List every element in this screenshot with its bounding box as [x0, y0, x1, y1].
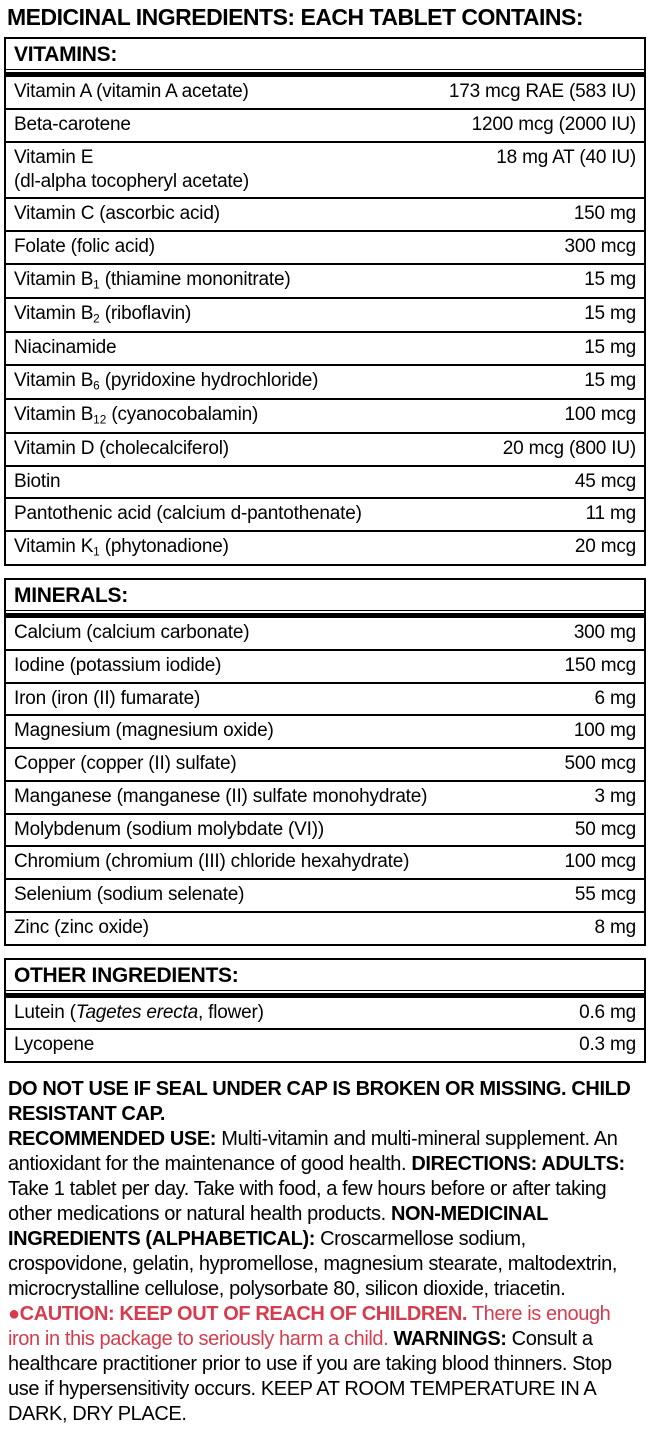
ingredient-value: 150 mg — [573, 203, 636, 225]
text-run: NON-MEDICINAL INGREDIENTS (ALPHABETICAL): — [8, 1203, 548, 1251]
ingredient-label — [14, 146, 249, 194]
ingredient-label — [14, 268, 290, 293]
ingredient-value: 1200 mcg (2000 IU) — [471, 114, 636, 136]
ingredient-label — [14, 1033, 94, 1057]
ingredient-label — [14, 916, 149, 940]
label-segment: (dl-alpha tocopheryl acetate) — [14, 170, 250, 192]
ingredient-row — [6, 813, 644, 846]
ingredient-label — [14, 883, 244, 907]
ingredient-value: 8 mg — [594, 916, 636, 938]
text-run: Multi-vitamin and multi-mineral supplement. An antioxidant for the maintenance of good health. — [8, 1128, 618, 1176]
text-run: WARNINGS: — [393, 1328, 507, 1351]
label-segment: Vitamin D (cholecalciferol) — [14, 437, 229, 459]
label-segment: (cyanocobalamin) — [106, 403, 259, 425]
ingredient-label — [14, 1001, 264, 1025]
ingredient-value: 11 mg — [585, 503, 636, 525]
ingredient-row — [6, 998, 644, 1029]
footer-paragraph — [8, 1077, 642, 1127]
label-segment: Lycopene — [14, 1034, 95, 1056]
ingredient-row — [6, 141, 644, 198]
label-segment: Vitamin K — [14, 536, 94, 557]
section-other-ingredients — [4, 958, 646, 1064]
page-title: MEDICINAL INGREDIENTS: EACH TABLET CONTAINS: — [7, 4, 583, 30]
label-segment: Molybdenum (sodium molybdate (VI)) — [14, 818, 324, 840]
label-segment: Vitamin B — [14, 403, 94, 425]
ingredient-row — [6, 911, 644, 944]
label-segment: Vitamin B — [14, 268, 94, 290]
label-segment: Tagetes erecta — [75, 1001, 198, 1023]
section-minerals — [4, 578, 646, 946]
text-run: Consult a healthcare practitioner prior to use if you are taking blood thinners. Stop use if hypersensitivity occurs. KEEP AT ROOM TEMPERATURE IN A DARK, DRY PLACE. — [8, 1328, 612, 1426]
ingredient-row — [6, 878, 644, 911]
ingredient-label — [14, 752, 237, 776]
label-segment: Biotin — [14, 470, 61, 492]
ingredient-value: 6 mg — [594, 687, 636, 709]
ingredient-value: 20 mcg — [574, 536, 636, 557]
ingredient-row — [6, 845, 644, 878]
label-segment: Manganese (manganese (II) sulfate monohydrate) — [14, 785, 428, 807]
ingredient-label — [14, 818, 324, 842]
ingredient-value: 100 mg — [573, 720, 636, 742]
label-segment: Iron (iron (II) fumarate) — [14, 687, 201, 709]
text-run: Take 1 tablet per day. Take with food, a few hours before or after taking other medications or natural health products. — [8, 1178, 607, 1226]
ingredient-row — [6, 108, 644, 141]
label-segment: Calcium (calcium carbonate) — [14, 622, 250, 644]
section-title-vitamins: VITAMINS: — [6, 39, 644, 70]
ingredient-label — [14, 235, 155, 259]
label-segment: (phytonadione) — [99, 536, 229, 557]
ingredient-tables — [3, 37, 647, 1063]
label-segment: 1 — [93, 278, 100, 292]
ingredient-row — [6, 331, 644, 364]
ingredient-row — [6, 230, 644, 263]
ingredient-label — [14, 336, 116, 360]
ingredient-row — [6, 77, 644, 108]
label-segment: Vitamin B — [14, 369, 94, 391]
ingredient-value: 0.3 mg — [579, 1034, 636, 1056]
ingredient-value: 18 mg AT (40 IU) — [496, 146, 636, 168]
label-segment: Vitamin B — [14, 302, 94, 324]
label-segment: Vitamin C (ascorbic acid) — [14, 203, 220, 225]
ingredient-label — [14, 403, 258, 428]
ingredient-row — [6, 465, 644, 498]
label-segment: Magnesium (magnesium oxide) — [14, 720, 274, 742]
ingredient-value: 300 mcg — [564, 236, 636, 258]
label-segment: Copper (copper (II) sulfate) — [14, 753, 237, 775]
label-segment: Vitamin E — [14, 146, 94, 168]
ingredient-label — [14, 202, 220, 226]
label-segment: Niacinamide — [14, 336, 117, 358]
ingredient-value: 500 mcg — [564, 753, 636, 775]
section-vitamins — [4, 37, 646, 566]
ingredient-value: 50 mcg — [574, 818, 636, 840]
section-title-minerals: MINERALS: — [6, 580, 644, 611]
ingredient-label — [14, 785, 427, 809]
text-run: RECOMMENDED USE: — [8, 1128, 217, 1151]
text-run: Croscarmellose sodium, crospovidone, gelatin, hypromellose, magnesium stearate, maltodextrin, microcrystalline cellulose, polysorbate 80, silicon dioxide, triacetin. — [8, 1228, 617, 1301]
ingredient-value: 100 mcg — [564, 403, 636, 425]
ingredient-row — [6, 263, 644, 297]
label-segment: Beta-carotene — [14, 114, 131, 136]
ingredient-label — [14, 470, 60, 494]
label-segment: Lutein ( — [14, 1001, 76, 1023]
footer-text — [3, 1075, 647, 1427]
ingredient-row — [6, 1028, 644, 1061]
ingredient-label — [14, 369, 318, 394]
ingredient-value: 15 mg — [584, 369, 636, 391]
label-segment: , flower) — [197, 1001, 264, 1023]
ingredient-label — [14, 535, 229, 560]
text-run: There is enough iron in this package to seriously harm a child. — [8, 1303, 611, 1351]
ingredient-label — [14, 621, 249, 645]
ingredient-row — [6, 364, 644, 398]
ingredient-label — [14, 687, 200, 711]
footer-paragraph — [8, 1127, 642, 1427]
label-segment: 6 — [93, 379, 100, 393]
ingredient-value: 20 mcg (800 IU) — [502, 437, 636, 459]
ingredient-row — [6, 197, 644, 230]
ingredient-label — [14, 302, 191, 327]
ingredient-row — [6, 747, 644, 780]
section-title-other-ingredients: OTHER INGREDIENTS: — [6, 960, 644, 991]
ingredient-value: 3 mg — [594, 785, 636, 807]
label-segment: Selenium (sodium selenate) — [14, 884, 245, 906]
label-segment: Iodine (potassium iodide) — [14, 654, 222, 676]
ingredient-value: 173 mcg RAE (583 IU) — [448, 81, 636, 103]
ingredient-value: 15 mg — [584, 336, 636, 358]
ingredient-label — [14, 113, 131, 137]
ingredient-row — [6, 780, 644, 813]
ingredient-label — [14, 502, 362, 526]
ingredient-row — [6, 297, 644, 331]
ingredient-value: 45 mcg — [574, 470, 636, 492]
ingredient-row — [6, 432, 644, 465]
ingredient-row — [6, 714, 644, 747]
ingredient-value: 55 mcg — [574, 884, 636, 906]
ingredient-row — [6, 530, 644, 564]
text-run: ●CAUTION: KEEP OUT OF REACH OF CHILDREN. — [8, 1303, 468, 1326]
ingredient-label — [14, 437, 229, 461]
ingredient-label — [14, 719, 274, 743]
label-segment: (pyridoxine hydrochloride) — [99, 369, 319, 391]
label-segment: Pantothenic acid (calcium d-pantothenate) — [14, 503, 362, 525]
label-segment: Vitamin A (vitamin A acetate) — [14, 81, 249, 103]
ingredient-value: 150 mcg — [564, 654, 636, 676]
text-run: DIRECTIONS: ADULTS: — [411, 1153, 625, 1176]
ingredient-value: 100 mcg — [564, 851, 636, 873]
text-run: DO NOT USE IF SEAL UNDER CAP IS BROKEN OR MISSING. CHILD RESISTANT CAP. — [8, 1078, 631, 1126]
label-segment: Chromium (chromium (III) chloride hexahydrate) — [14, 851, 410, 873]
ingredient-label — [14, 850, 409, 874]
label-segment: 2 — [93, 312, 100, 326]
label-segment: Folate (folic acid) — [14, 236, 155, 258]
ingredient-row — [6, 618, 644, 649]
ingredient-label — [14, 80, 249, 104]
ingredient-row — [6, 682, 644, 715]
ingredient-value: 15 mg — [584, 268, 636, 290]
label-segment: Zinc (zinc oxide) — [14, 916, 149, 938]
ingredient-row — [6, 649, 644, 682]
label-segment: (thiamine mononitrate) — [99, 268, 291, 290]
ingredient-value: 15 mg — [584, 302, 636, 324]
label-segment: (riboflavin) — [99, 302, 192, 324]
ingredient-row — [6, 398, 644, 432]
ingredient-label — [14, 654, 221, 678]
label-segment: 1 — [93, 545, 100, 559]
ingredient-row — [6, 497, 644, 530]
label-segment: 12 — [93, 413, 107, 427]
ingredient-value: 0.6 mg — [579, 1001, 636, 1023]
ingredient-value: 300 mg — [573, 622, 636, 644]
